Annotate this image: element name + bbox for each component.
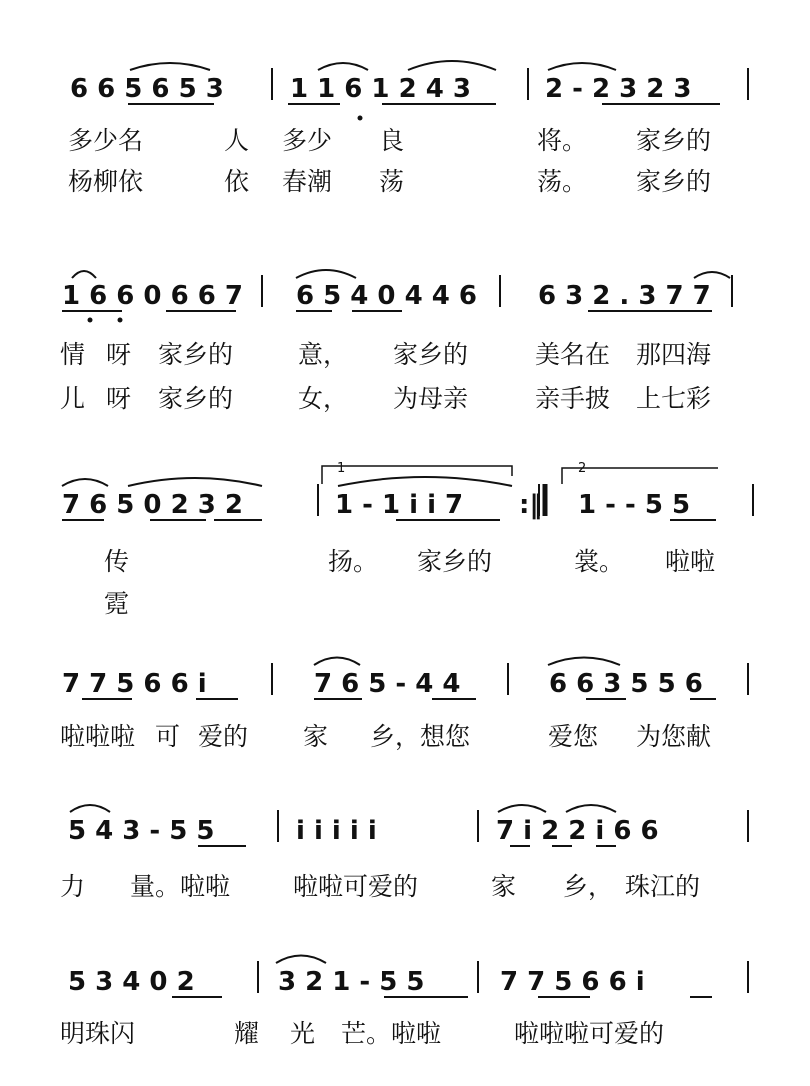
slur bbox=[130, 63, 210, 70]
slur bbox=[62, 479, 108, 486]
lyric: 明珠闪 bbox=[60, 1019, 136, 1048]
lyric: 传 bbox=[104, 547, 130, 576]
lyric: 家 bbox=[491, 872, 517, 901]
lyric: 多少 bbox=[282, 126, 333, 155]
lyric: 耀 bbox=[234, 1019, 260, 1048]
measure-1-2: 1 1 6 1 2 4 3 bbox=[290, 74, 471, 104]
lyric: 那四海 bbox=[636, 340, 712, 369]
slur bbox=[318, 63, 368, 70]
measure-5-2: i i i i i bbox=[296, 816, 377, 846]
lyric: 爱的 bbox=[198, 722, 249, 751]
measure-4-2: 7 6 5 - 4 4 bbox=[314, 669, 461, 699]
lyric: 情 bbox=[60, 340, 86, 369]
lyric: 多少名 bbox=[68, 126, 144, 155]
lyric: 光 bbox=[290, 1019, 316, 1048]
lyric: 儿 bbox=[60, 384, 86, 413]
slur bbox=[128, 478, 262, 486]
measure-1-1: 6 6 5 6 5 3 bbox=[70, 74, 224, 104]
measure-3-1: 7 6 5 0 2 3 2 bbox=[62, 490, 243, 520]
lyric: 人 bbox=[224, 126, 250, 155]
lyric: 呀 bbox=[106, 340, 132, 369]
measure-2-1: 1 6 6 0 6 6 7 bbox=[62, 281, 243, 311]
lyric: 乡，想您 bbox=[370, 722, 471, 751]
slur bbox=[548, 63, 616, 70]
measure-5-1: 5 4 3 - 5 5 bbox=[68, 816, 215, 846]
slur bbox=[694, 272, 730, 278]
lyric: 荡 bbox=[379, 167, 405, 196]
lyric: 家乡的 bbox=[158, 340, 234, 369]
volta-2-number: 2 bbox=[578, 461, 587, 476]
lyric: 啦啦 bbox=[665, 547, 716, 576]
measure-1-3: 2 - 2 3 2 3 bbox=[545, 74, 692, 104]
lyric: 为您献 bbox=[636, 722, 712, 751]
measure-6-2: 3 2 1 - 5 5 bbox=[278, 967, 425, 997]
measure-6-3: 7 7 5 6 6 i bbox=[500, 967, 645, 997]
lyric: 荡。 bbox=[537, 167, 588, 196]
lyric: 芒。啦啦 bbox=[341, 1019, 442, 1048]
lyric: 上七彩 bbox=[636, 384, 712, 413]
lyric: 啦啦可爱的 bbox=[293, 872, 419, 901]
measure-2-2: 6 5 4 0 4 4 6 bbox=[296, 281, 477, 311]
slur bbox=[70, 805, 110, 812]
lyric: 良 bbox=[379, 126, 405, 155]
lyric: 美名在 bbox=[535, 340, 611, 369]
slur bbox=[338, 477, 512, 486]
lyric: 可 bbox=[155, 722, 181, 751]
lyric: 为母亲 bbox=[393, 384, 469, 413]
slur bbox=[548, 658, 620, 666]
lyric: 霓 bbox=[104, 589, 130, 618]
measure-4-1: 7 7 5 6 6 i bbox=[62, 669, 207, 699]
lyric: 扬。 bbox=[328, 547, 379, 576]
measure-3-3: 1 - - 5 5 bbox=[578, 490, 691, 520]
lyric: 家乡的 bbox=[417, 547, 493, 576]
measure-5-3: 7 i 2 2 i 6 6 bbox=[496, 816, 659, 846]
slur bbox=[566, 805, 616, 812]
volta-1-number: 1 bbox=[337, 461, 346, 476]
lyric: 家 bbox=[303, 722, 329, 751]
slur bbox=[408, 61, 496, 70]
lyric: 家乡的 bbox=[158, 384, 234, 413]
repeat-sign: :‖ bbox=[519, 490, 543, 520]
lyric: 依 bbox=[224, 167, 250, 196]
lyric: 量。啦啦 bbox=[130, 872, 231, 901]
octave-dot bbox=[88, 318, 93, 323]
slur bbox=[72, 271, 96, 278]
lyric: 家乡的 bbox=[393, 340, 469, 369]
measure-3-2: 1 - 1 i i 7 bbox=[335, 490, 464, 520]
lyric: 呀 bbox=[106, 384, 132, 413]
lyric: 女， bbox=[298, 384, 349, 413]
lyric: 家乡的 bbox=[636, 167, 712, 196]
lyric: 爱您 bbox=[548, 722, 599, 751]
lyric: 将。 bbox=[537, 126, 588, 155]
lyric: 家乡的 bbox=[636, 126, 712, 155]
measure-2-3: 6 3 2 . 3 7 7 bbox=[538, 281, 711, 311]
octave-dot bbox=[118, 318, 123, 323]
lyric: 意， bbox=[298, 340, 349, 369]
octave-dot bbox=[358, 116, 363, 121]
lyric: 亲手披 bbox=[535, 384, 611, 413]
lyric: 珠江的 bbox=[625, 872, 701, 901]
slur bbox=[276, 956, 326, 964]
lyric: 啦啦啦可爱的 bbox=[514, 1019, 665, 1048]
lyric: 乡， bbox=[563, 872, 614, 901]
measure-4-3: 6 6 3 5 5 6 bbox=[549, 669, 703, 699]
lyric: 啦啦啦 bbox=[60, 722, 136, 751]
lyric: 裳。 bbox=[574, 547, 625, 576]
slur bbox=[314, 658, 360, 666]
lyric: 春潮 bbox=[282, 167, 333, 196]
slur bbox=[498, 805, 546, 812]
lyric: 力 bbox=[60, 872, 86, 901]
slur bbox=[296, 270, 356, 278]
lyric: 杨柳依 bbox=[68, 167, 144, 196]
measure-6-1: 5 3 4 0 2 bbox=[68, 967, 195, 997]
